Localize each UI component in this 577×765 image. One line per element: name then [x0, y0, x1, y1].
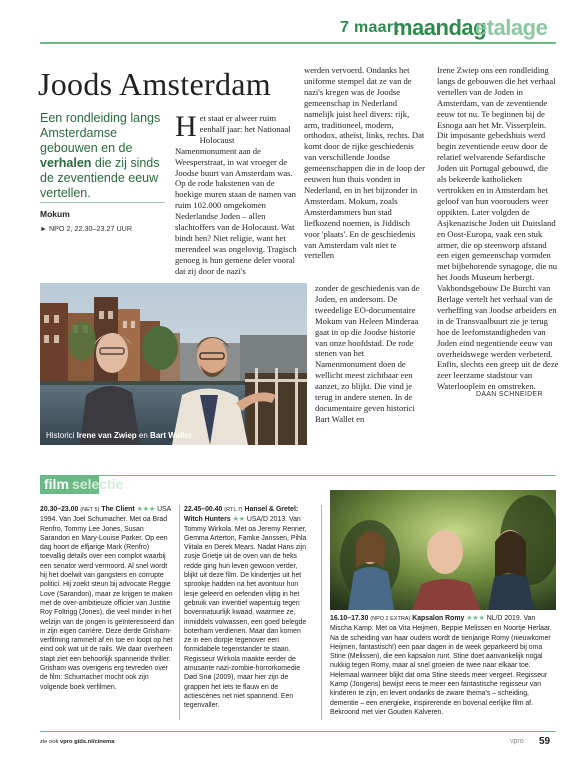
canal-photo-illustration — [40, 283, 307, 445]
film-channel: (NET 5) — [80, 507, 100, 513]
broadcast-title: Mokum — [40, 209, 70, 219]
film-channel-text: RTL 7 — [226, 507, 241, 513]
film-rating-stars-icon: ★★★ — [136, 506, 156, 513]
film-listing-2 — [184, 505, 307, 711]
article-photo — [40, 283, 307, 445]
caption-name-2: Bart Wallet — [150, 431, 192, 440]
film-rating-stars-icon: ★★ — [232, 516, 245, 524]
section-label: etalage — [475, 15, 548, 40]
footer-rule — [40, 731, 556, 732]
drop-cap: H — [175, 110, 197, 143]
page-number: 59 — [539, 736, 551, 747]
film-time: 16.10–17.30 — [330, 615, 369, 622]
film-description: NL/D 2019. Van Mischa Kamp. Met oa Vita Heijmen, Beppie Melissen en Noortje Herlaar. Na de scheiding van haar ouders wordt de tienjarige Romy (nieuwkomer Heijmen, fantastisch!) een paar dagen in de week geparkeerd bij oma Stine (Melissen), die een kapsalon runt. Stine doet aanvankelijk nogal nukkig tegen Romy, maar al snel groeien de twee naar elkaar toe. Helemaal wanneer blijkt dat oma Stine steeds meer vergeet. Regisseur Kamp (Jongens) bewijst eens te meer een fantastische regisseur van kinderen te zijn, en levert ondanks de zware thema's – scheiding, dementie – een energieke, inspirerende en bovenal eerlijke film af. Bekroond met vier Gouden Kalveren. — [330, 615, 552, 716]
film-description: USA 1994. Van Joel Schumacher. Met oa Brad Renfro, Tommy Lee Jones, Susan Sarandon en Mary-Louise Parker. Op een dag hoort de elfjarige Mark (Renfro) toevallig details over een complot waarbij een senator werd vermoord. Al snel wordt hij het doelwit van gangsters en corrupte politici. Hij zoekt steun bij advocate Reggie Love (Sarandon), maar ze krijgen te maken met de over-ambitieuze officier van Justitie Roy Foltrigg (Jones), die veel minder in het welzijn van de jongen is geïnteresseerd dan in zijn eigen carrière. Deze derde Grisham-verfilming rammelt af en toe en loopt op het eind ook wat uit de rails. We daar overheen stapt ziet een behoorlijk spannende thriller. Grisham was overigens erg tevreden over de film: Schumacher mocht ook zijn volgende boek verfilmen. — [40, 506, 175, 691]
intro-text-a: Een rondleiding langs Amsterdamse gebouwen en de — [40, 111, 161, 155]
column-divider — [321, 505, 322, 720]
film-title: Kapsalon Romy — [412, 615, 465, 622]
film-still-photo — [330, 490, 556, 610]
caption-mid: en — [136, 431, 151, 440]
film-channel: (NPO 2 EXTRA) — [370, 616, 411, 622]
caption-prefix: Historici — [46, 431, 77, 440]
film-listing-1 — [40, 505, 175, 692]
footer-reference — [40, 739, 114, 745]
author-byline: DAAN SCHNEIDER — [476, 391, 543, 398]
intro-text-b: die zij sinds de zeventiende eeuw vertellen. — [40, 156, 160, 200]
film-channel-text: NPO 2 EXTRA — [372, 616, 409, 622]
play-arrow-icon: ► — [40, 226, 47, 233]
column-divider — [179, 505, 180, 720]
photo-caption — [46, 431, 192, 440]
article-title: Joods Amsterdam — [38, 66, 271, 102]
footer-url[interactable]: vpro gids.nl/cinema — [59, 739, 115, 745]
broadcast-channel-text: NPO 2, 22.30–23.27 UUR — [48, 224, 133, 233]
film-section-label-a: film — [44, 476, 69, 492]
film-time: 22.45–00.40 — [184, 506, 223, 513]
article-column-2: werden vervoerd. Ondanks het uniforme stempel dat ze van de nazi's kregen was de Joodse gemeenschap in Nederland namelijk juist heel divers: rijk, arm, traditioneel, modern, orthodox, atheïst, links, rechts. Dat komt door de rijke geschiedenis van verschillende Joodse gemeenschappen die in de loop der eeuwen hun thuis vonden in Nederland, en in het bijzonder in Amsterdam. Mokum, zoals Amsterdammers hun stad liefkozend noemen, is Jiddisch voor 'plaats'. En de geschiedenis van Amsterdam valt niet te vertellen — [304, 65, 425, 261]
article-column-2b: zonder de geschiedenis van de Joden, en andersom. De tweedelige EO-documentaire Mokum van Heleen Minderaa gaat in op die Joodse historie van onze hoofdstad. De rode stenen van het Namenmonument doen de wellicht meest zichtbaar een aanzet, zo blijkt. Die vind je terug in andere stenen. In de documentaire geven historici Bart Wallet en — [315, 283, 420, 424]
film-listing-3 — [330, 614, 556, 717]
intro-text-bold: verhalen — [40, 156, 92, 170]
footer-see-text: zie ook — [40, 739, 60, 745]
film-rating-stars-icon: ★★★ — [466, 615, 485, 622]
film-time: 20.30–23.00 — [40, 506, 79, 513]
article-intro — [40, 111, 168, 201]
column-1-text: et staat er alweer ruim eenhalf jaar: het Nationaal Holocaust Namenmonument aan de Weesperstraat, in wat vroeger de Joodse buurt van Amsterdam was. Op de rode bakstenen van de hoekige muren staan de namen van ruim 102.000 omgekomen Nederlandse Joden – allen slachtoffers van de Holocaust. Wat bindt hen? Niet religie, want het merendeel was ongelovig. Tragisch genoeg is hun gemene deler vooral dat zij door de nazi's — [175, 113, 297, 276]
film-title: The Client — [101, 506, 135, 513]
film-channel: (RTL 7) — [224, 507, 243, 513]
broadcast-info — [40, 202, 165, 233]
film-still-illustration — [330, 490, 556, 610]
film-channel-text: NET 5 — [82, 507, 98, 513]
article-column-3: Irene Zwiep ons een rondleiding langs de gebouwen die het verhaal vertellen van de Joden in Amsterdam, van de zeventiende eeuw tot nu. Te beginnen bij de Esnoga aan het Mr. Visserplein. Dit imposante gebedshuis werd begin zeventiende eeuw door de relatief welvarende Sefardische Joden uit Portugal gebouwd, die als bekeerde katholieken vertrokken en in Amsterdam het geloof van hun voorouders weer oppikten. Later volgden de Asjkenazische Joden uit Duitsland en Oost-Europa, vaak een stuk armer, die op steenworp afstand een eigen gemeenschap vormden met bijbehorende synagoge, die nu het Joods Museum herbergt. Vakbondsgebouw De Burcht van Berlage vertelt het verhaal van de verheffing van Joodse arbeiders en in de Transvaalbuurt zie je terug hoe de leefomstandigheden van Joden eind negentiende eeuw van overheidswege werden verbeterd. Enfin, slechts een greep uit de deze zeer leerzame stadstour van Waterlooplein en omstreken. — [437, 65, 559, 392]
broadcast-channel — [40, 224, 165, 233]
caption-name-1: Irene van Zwiep — [76, 431, 137, 440]
publisher-logo: vpro — [510, 738, 524, 745]
article-column-1 — [175, 110, 297, 277]
film-section-label-b: selectie — [72, 476, 124, 492]
header-rule — [40, 42, 556, 44]
issue-date: 7 maart — [340, 19, 400, 36]
day-label: maandag — [393, 15, 487, 40]
film-title: Hansel & Gretel: Witch Hunters — [184, 506, 299, 524]
film-description: USA/D 2013. Van Tommy Wirkola. Met oa Jeremy Renner, Gemma Arterton, Famke Janssen, Pihla Viitala en Derek Mears. Nadat Hans zijn zusje Grietje uit de oven van de heks redde ging hun leven gewoon verder, blijkt uit deze film. De kindertjes uit het sprookje hadden na het avontuur hun lesje geleerd en oefenden vlijtig in het gebruik van inventief wapentuig tegen bovennatuurlijk kwaad, waarmee ze, inmiddels volwassen, een goed belegde boterham verdienen. Maar dan komen ze in een dorpje tegenover een formidabele tegenstander te staan. Regisseur Wirkola maakte eerder de amusante nazi-zombie-horrorkomedie Død Snø (2009), maar hier zijn de grappen het iets te flauw en de actiescènes net niet spannend. Een tegenvaller. — [184, 516, 307, 710]
